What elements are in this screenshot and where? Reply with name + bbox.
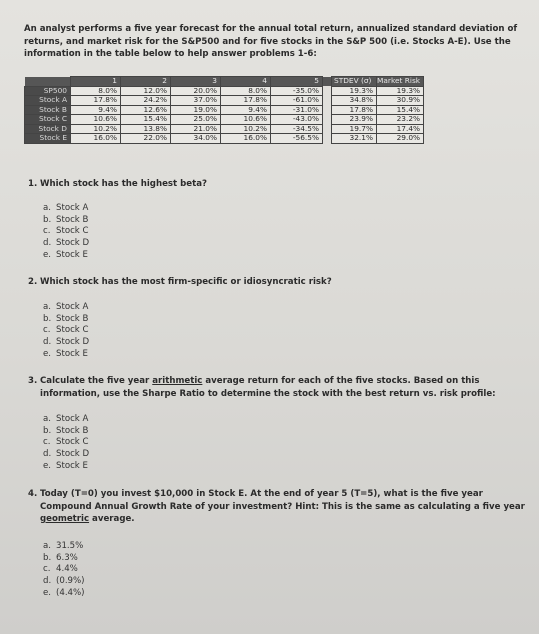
option-2c: c. Stock C bbox=[43, 325, 89, 336]
market-risk-cell: 17.4% bbox=[377, 124, 424, 134]
table-header-row bbox=[25, 77, 424, 87]
option-1a: a. Stock A bbox=[43, 203, 89, 213]
option-3e: e. Stock E bbox=[43, 460, 88, 471]
option-2e: e. Stock E bbox=[43, 348, 88, 359]
table-row bbox=[25, 115, 424, 125]
option-4c: c. 4.4% bbox=[43, 564, 78, 575]
row-label: Stock C bbox=[25, 115, 71, 125]
stdev-cell: 19.3% bbox=[332, 86, 377, 96]
question-1-options bbox=[43, 203, 89, 262]
option-3d: d. Stock D bbox=[43, 449, 90, 460]
option-4e: e. (4.4%) bbox=[43, 587, 85, 598]
table-cell: 12.6% bbox=[121, 105, 171, 115]
question-text: Calculate the five year arithmetic average return for each of the five stocks. Based on this information, use the Sharpe Ratio to determine the stock with the best return vs. risk profile: bbox=[40, 376, 496, 399]
stdev-cell: 17.8% bbox=[332, 105, 377, 115]
option-4d: d. (0.9%) bbox=[43, 576, 85, 587]
option-2b: b. Stock B bbox=[43, 313, 89, 324]
table-cell: 24.2% bbox=[121, 96, 171, 106]
option-1b: b. Stock B bbox=[43, 214, 89, 225]
table-cell: 37.0% bbox=[171, 96, 221, 106]
table-cell: 25.0% bbox=[171, 115, 221, 125]
option-4b: b. 6.3% bbox=[43, 552, 78, 563]
geometric-underlined: geometric bbox=[40, 514, 90, 524]
option-2a: a. Stock A bbox=[43, 302, 89, 312]
table-cell: -61.0% bbox=[271, 96, 323, 106]
row-label: SP500 bbox=[25, 86, 71, 96]
table-cell: 8.0% bbox=[221, 86, 271, 96]
market-risk-cell: 30.9% bbox=[377, 96, 424, 106]
table-cell: -31.0% bbox=[271, 105, 323, 115]
table-cell: 16.0% bbox=[221, 134, 271, 144]
table-cell: -56.5% bbox=[271, 134, 323, 144]
table-cell: -35.0% bbox=[271, 86, 323, 96]
question-4-options bbox=[43, 541, 85, 600]
table-cell: 10.2% bbox=[71, 124, 121, 134]
table-cell: 20.0% bbox=[171, 86, 221, 96]
option-4a: a. 31.5% bbox=[43, 541, 84, 551]
table-cell: 10.2% bbox=[221, 124, 271, 134]
option-1c: c. Stock C bbox=[43, 226, 89, 237]
option-1d: d. Stock D bbox=[43, 238, 90, 249]
option-2d: d. Stock D bbox=[43, 337, 90, 348]
question-2 bbox=[28, 276, 536, 289]
market-risk-cell: 15.4% bbox=[377, 105, 424, 115]
row-label: Stock D bbox=[25, 124, 71, 134]
year-header-4: 4 bbox=[221, 77, 271, 87]
table-row bbox=[25, 134, 424, 144]
table-cell: 10.6% bbox=[221, 115, 271, 125]
table-cell: 17.8% bbox=[221, 96, 271, 106]
table-cell: 21.0% bbox=[171, 124, 221, 134]
question-number: 2. bbox=[28, 277, 38, 287]
year-header-3: 3 bbox=[171, 77, 221, 87]
stdev-cell: 23.9% bbox=[332, 115, 377, 125]
option-3a: a. Stock A bbox=[43, 414, 89, 424]
question-2-options bbox=[43, 302, 89, 361]
table-cell: 16.0% bbox=[71, 134, 121, 144]
option-1e: e. Stock E bbox=[43, 249, 88, 260]
year-header-2: 2 bbox=[121, 77, 171, 87]
question-number: 1. bbox=[28, 179, 38, 189]
stdev-cell: 34.8% bbox=[332, 96, 377, 106]
stdev-cell: 32.1% bbox=[332, 134, 377, 144]
table-cell: 9.4% bbox=[71, 105, 121, 115]
table-cell: 10.6% bbox=[71, 115, 121, 125]
table-cell: -43.0% bbox=[271, 115, 323, 125]
question-1 bbox=[28, 178, 536, 191]
table-cell: 22.0% bbox=[121, 134, 171, 144]
market-risk-cell: 23.2% bbox=[377, 115, 424, 125]
table-cell: 34.0% bbox=[171, 134, 221, 144]
table-cell: 12.0% bbox=[121, 86, 171, 96]
table-cell: 8.0% bbox=[71, 86, 121, 96]
stdev-header: STDEV (σ) bbox=[332, 77, 377, 87]
year-header-5: 5 bbox=[271, 77, 323, 87]
row-label: Stock E bbox=[25, 134, 71, 144]
row-label: Stock B bbox=[25, 105, 71, 115]
question-text: Today (T=0) you invest $10,000 in Stock E. At the end of year 5 (T=5), what is the five year Compound Annual Growth Rate of your investment? Hint: This is the same as calculating a five year geometric average. bbox=[40, 489, 525, 524]
intro-paragraph: An analyst performs a five year forecast for the annual total return, annualized standard deviation of returns, and market risk for the S&P500 and for five stocks in the S&P 500 (i.e. Stocks A-E). Use the information in the table below to help answer problems 1-6: bbox=[24, 24, 518, 59]
question-text: Which stock has the highest beta? bbox=[40, 179, 207, 189]
question-4 bbox=[28, 488, 536, 526]
arithmetic-underlined: arithmetic bbox=[152, 376, 203, 386]
table-cell: 15.4% bbox=[121, 115, 171, 125]
table-row bbox=[25, 96, 424, 106]
question-3-options bbox=[43, 414, 89, 473]
market-risk-header: Market Risk bbox=[377, 77, 424, 87]
table-cell: 13.8% bbox=[121, 124, 171, 134]
question-number: 3. bbox=[28, 376, 38, 386]
table-cell: 9.4% bbox=[221, 105, 271, 115]
stdev-cell: 19.7% bbox=[332, 124, 377, 134]
option-3c: c. Stock C bbox=[43, 437, 89, 448]
table-cell: -34.5% bbox=[271, 124, 323, 134]
table-cell: 19.0% bbox=[171, 105, 221, 115]
year-header-1: 1 bbox=[71, 77, 121, 87]
market-risk-cell: 19.3% bbox=[377, 86, 424, 96]
table-cell: 17.8% bbox=[71, 96, 121, 106]
option-3b: b. Stock B bbox=[43, 425, 89, 436]
market-risk-cell: 29.0% bbox=[377, 134, 424, 144]
question-3 bbox=[28, 375, 536, 400]
question-text: Which stock has the most firm-specific or idiosyncratic risk? bbox=[40, 277, 332, 287]
returns-table bbox=[24, 76, 424, 144]
question-number: 4. bbox=[28, 489, 38, 499]
row-label: Stock A bbox=[25, 96, 71, 106]
